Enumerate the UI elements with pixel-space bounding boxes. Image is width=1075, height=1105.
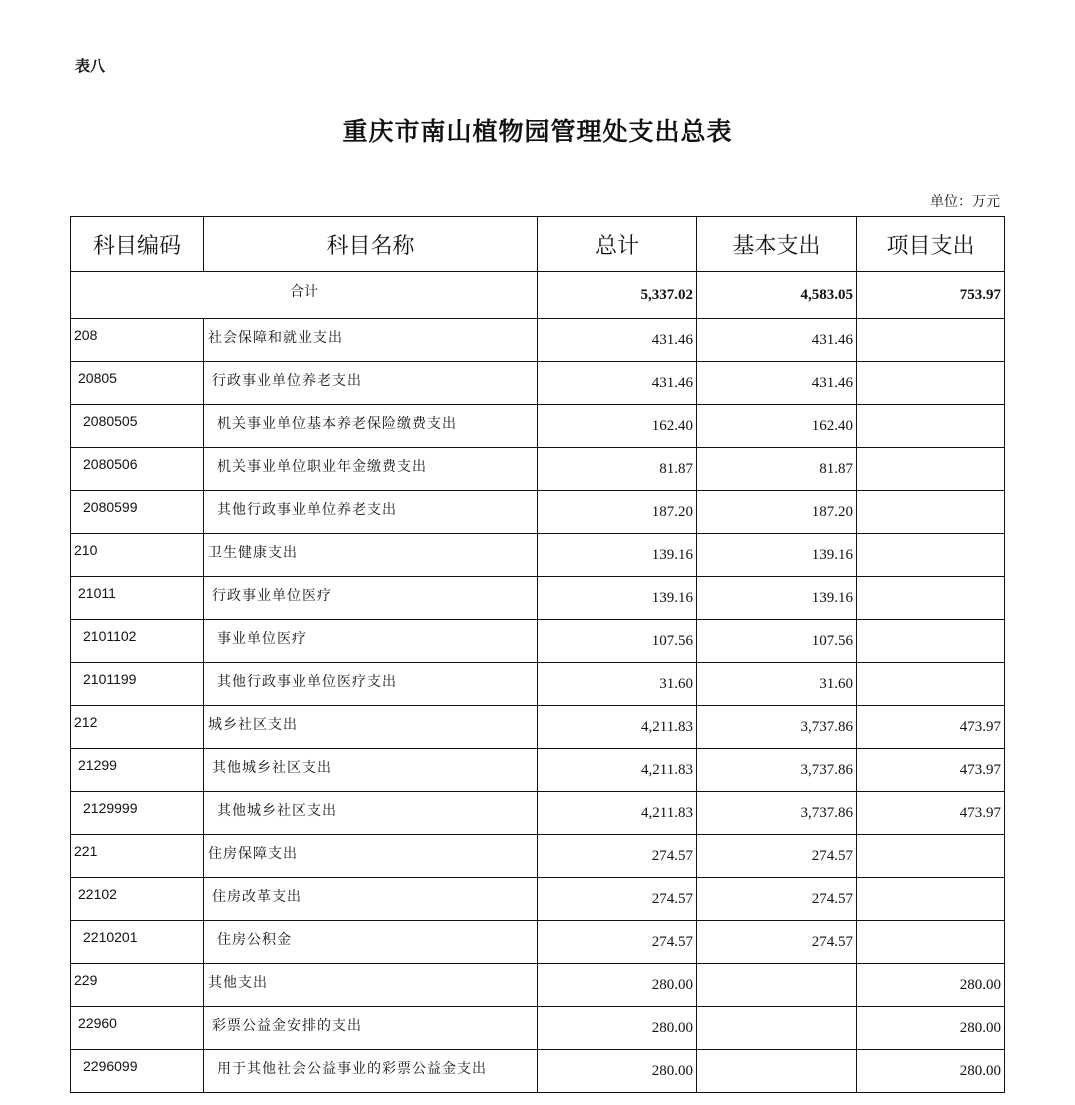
row-basic: 139.16 (697, 577, 857, 620)
row-code: 2296099 (71, 1050, 204, 1093)
header-name: 科目名称 (204, 217, 538, 272)
row-total: 274.57 (538, 878, 697, 921)
row-code: 229 (71, 964, 204, 1007)
row-name: 其他支出 (204, 964, 538, 1007)
row-code: 22960 (71, 1007, 204, 1050)
row-name: 卫生健康支出 (204, 534, 538, 577)
expenditure-table (70, 216, 1005, 1093)
row-basic: 187.20 (697, 491, 857, 534)
table-row (71, 706, 1005, 749)
row-total: 4,211.83 (538, 792, 697, 835)
row-basic: 3,737.86 (697, 749, 857, 792)
row-basic: 3,737.86 (697, 792, 857, 835)
row-code: 2101199 (71, 663, 204, 706)
row-name: 行政事业单位医疗 (204, 577, 538, 620)
row-project (857, 577, 1005, 620)
total-label: 合计 (71, 272, 538, 319)
total-basic: 4,583.05 (697, 272, 857, 319)
row-project (857, 534, 1005, 577)
row-project (857, 921, 1005, 964)
row-name: 其他城乡社区支出 (204, 749, 538, 792)
row-code: 20805 (71, 362, 204, 405)
row-code: 210 (71, 534, 204, 577)
row-name: 彩票公益金安排的支出 (204, 1007, 538, 1050)
row-total: 31.60 (538, 663, 697, 706)
row-name: 用于其他社会公益事业的彩票公益金支出 (204, 1050, 538, 1093)
row-project (857, 362, 1005, 405)
row-total: 4,211.83 (538, 706, 697, 749)
row-name: 行政事业单位养老支出 (204, 362, 538, 405)
total-project: 753.97 (857, 272, 1005, 319)
row-total: 280.00 (538, 1007, 697, 1050)
row-basic: 139.16 (697, 534, 857, 577)
row-project: 280.00 (857, 964, 1005, 1007)
total-row (71, 272, 1005, 319)
row-project (857, 448, 1005, 491)
row-project (857, 620, 1005, 663)
row-basic: 274.57 (697, 835, 857, 878)
header-code: 科目编码 (71, 217, 204, 272)
row-name: 其他行政事业单位医疗支出 (204, 663, 538, 706)
row-total: 187.20 (538, 491, 697, 534)
row-code: 212 (71, 706, 204, 749)
row-name: 住房改革支出 (204, 878, 538, 921)
table-row (71, 964, 1005, 1007)
header-basic: 基本支出 (697, 217, 857, 272)
table-row (71, 362, 1005, 405)
table-row (71, 577, 1005, 620)
table-row (71, 749, 1005, 792)
row-code: 22102 (71, 878, 204, 921)
table-row (71, 491, 1005, 534)
row-basic: 431.46 (697, 362, 857, 405)
table-row (71, 792, 1005, 835)
row-project: 280.00 (857, 1007, 1005, 1050)
row-project (857, 405, 1005, 448)
row-project (857, 663, 1005, 706)
row-code: 2080599 (71, 491, 204, 534)
document-title: 重庆市南山植物园管理处支出总表 (342, 117, 733, 146)
row-code: 2210201 (71, 921, 204, 964)
row-code: 2101102 (71, 620, 204, 663)
row-basic: 107.56 (697, 620, 857, 663)
row-project: 473.97 (857, 792, 1005, 835)
row-project (857, 319, 1005, 362)
row-basic: 431.46 (697, 319, 857, 362)
row-name: 事业单位医疗 (204, 620, 538, 663)
row-total: 4,211.83 (538, 749, 697, 792)
row-name: 住房公积金 (204, 921, 538, 964)
table-number-label: 表八 (75, 57, 106, 75)
table-row (71, 878, 1005, 921)
row-project (857, 878, 1005, 921)
row-code: 208 (71, 319, 204, 362)
row-project (857, 491, 1005, 534)
table-header-row (71, 217, 1005, 272)
row-code: 221 (71, 835, 204, 878)
row-basic: 162.40 (697, 405, 857, 448)
row-basic: 3,737.86 (697, 706, 857, 749)
table-row (71, 663, 1005, 706)
table-row (71, 534, 1005, 577)
row-total: 139.16 (538, 577, 697, 620)
unit-label: 单位：万元 (930, 194, 1000, 210)
row-code: 2080506 (71, 448, 204, 491)
table-row (71, 1007, 1005, 1050)
row-basic: 31.60 (697, 663, 857, 706)
table-row (71, 319, 1005, 362)
table-row (71, 405, 1005, 448)
table-row (71, 448, 1005, 491)
table-row (71, 835, 1005, 878)
row-total: 431.46 (538, 362, 697, 405)
row-name: 机关事业单位基本养老保险缴费支出 (204, 405, 538, 448)
row-total: 162.40 (538, 405, 697, 448)
row-total: 107.56 (538, 620, 697, 663)
row-total: 280.00 (538, 964, 697, 1007)
row-project (857, 835, 1005, 878)
row-code: 21011 (71, 577, 204, 620)
table-row (71, 620, 1005, 663)
row-total: 431.46 (538, 319, 697, 362)
row-name: 其他城乡社区支出 (204, 792, 538, 835)
row-basic (697, 1050, 857, 1093)
row-project: 473.97 (857, 706, 1005, 749)
row-name: 住房保障支出 (204, 835, 538, 878)
row-name: 机关事业单位职业年金缴费支出 (204, 448, 538, 491)
row-basic (697, 964, 857, 1007)
row-name: 城乡社区支出 (204, 706, 538, 749)
row-basic: 81.87 (697, 448, 857, 491)
row-name: 社会保障和就业支出 (204, 319, 538, 362)
row-total: 81.87 (538, 448, 697, 491)
row-code: 2080505 (71, 405, 204, 448)
table-row (71, 1050, 1005, 1093)
row-total: 139.16 (538, 534, 697, 577)
row-project: 280.00 (857, 1050, 1005, 1093)
row-total: 274.57 (538, 835, 697, 878)
row-basic: 274.57 (697, 878, 857, 921)
row-basic: 274.57 (697, 921, 857, 964)
row-name: 其他行政事业单位养老支出 (204, 491, 538, 534)
header-project: 项目支出 (857, 217, 1005, 272)
table-row (71, 921, 1005, 964)
header-total: 总计 (538, 217, 697, 272)
row-total: 280.00 (538, 1050, 697, 1093)
row-total: 274.57 (538, 921, 697, 964)
row-project: 473.97 (857, 749, 1005, 792)
total-amount: 5,337.02 (538, 272, 697, 319)
row-code: 2129999 (71, 792, 204, 835)
row-basic (697, 1007, 857, 1050)
row-code: 21299 (71, 749, 204, 792)
